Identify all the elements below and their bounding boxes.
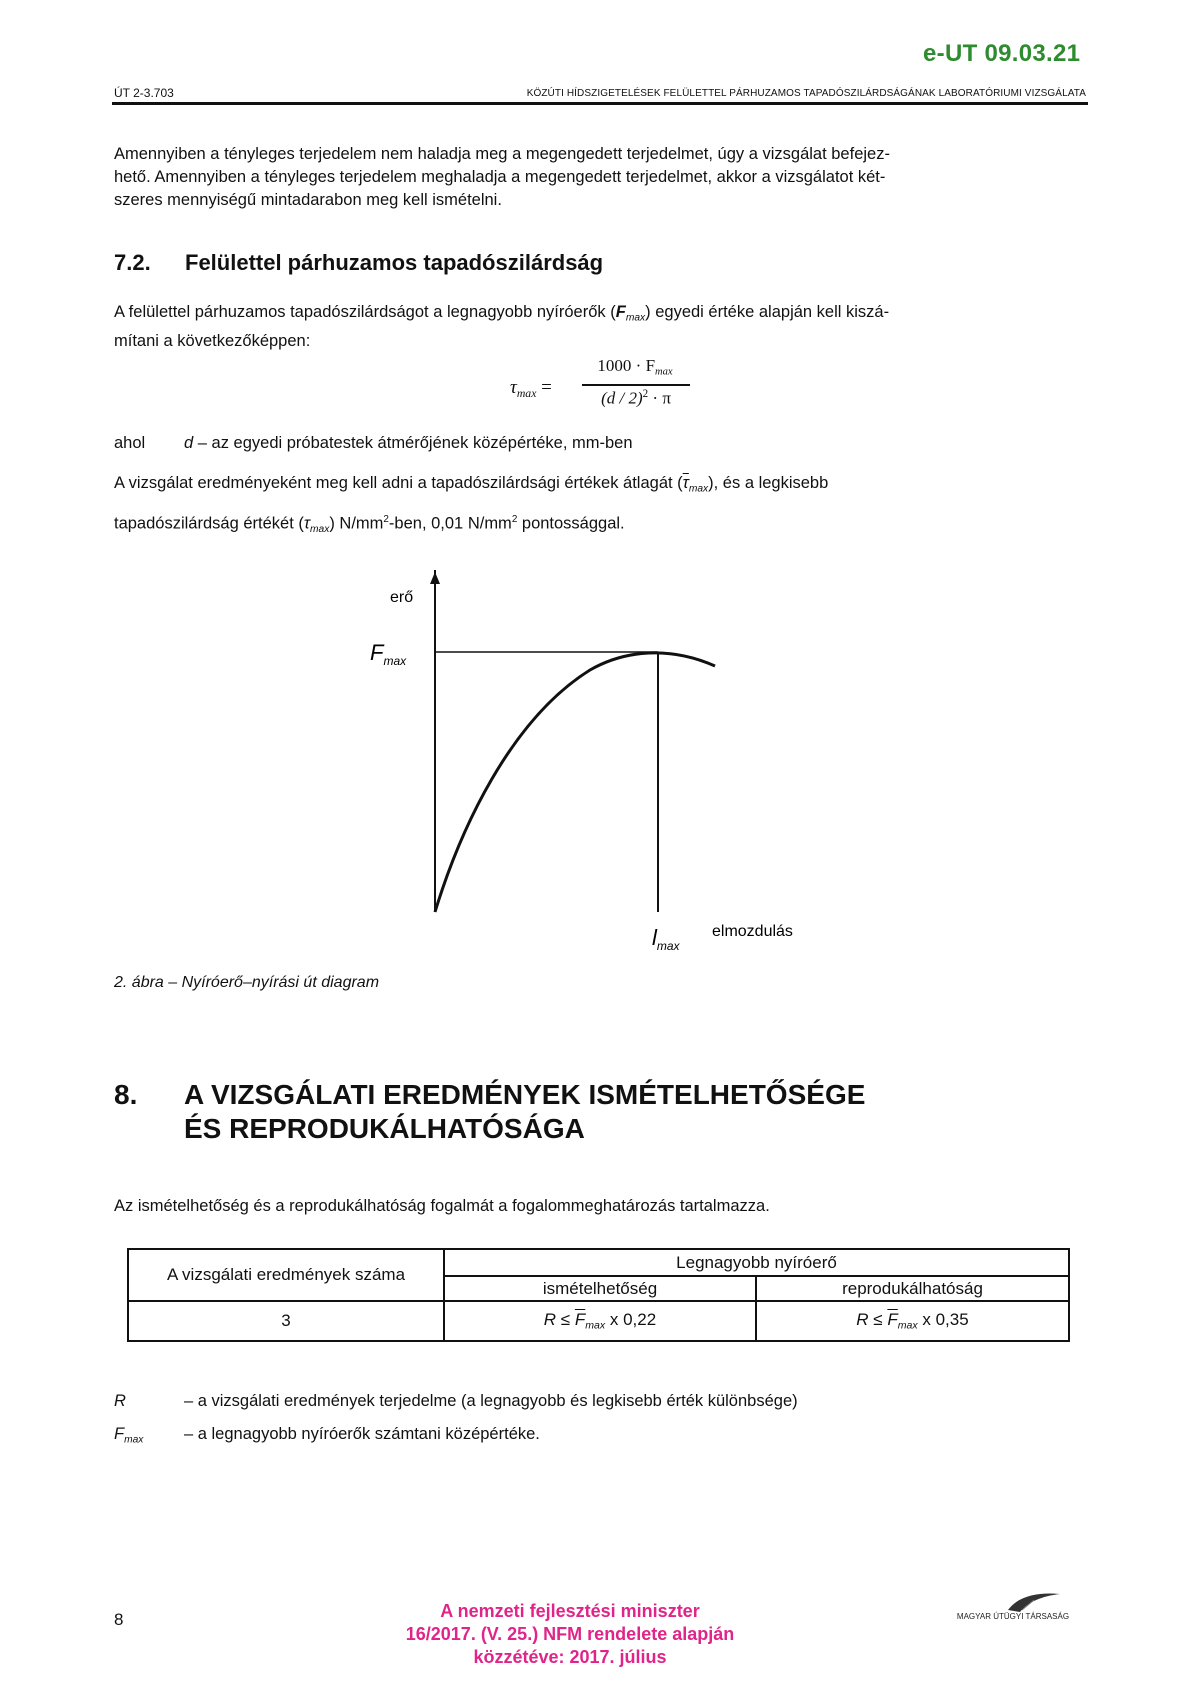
rep-value: x 0,22 (605, 1310, 657, 1330)
y-axis-arrow (430, 572, 440, 584)
p2-exp-1: 2 (383, 513, 389, 525)
col-reproducibility-header: reprodukálhatóság (756, 1276, 1069, 1301)
repro-symbol: $\overline{F}$ (887, 1310, 898, 1330)
section-7-2-paragraph-1 (114, 301, 1084, 353)
numerator-sub: max (655, 366, 673, 378)
results-table (127, 1248, 1070, 1342)
lmax-label: $l_{max}$ (652, 925, 680, 953)
denominator-text: (d / 2) (601, 388, 643, 408)
p1-symbol: F (615, 303, 626, 321)
section-8-title-line-2: ÉS REPRODUKÁLHATÓSÁGA (184, 1113, 585, 1144)
rep-prefix: R ≤ (543, 1310, 575, 1330)
p2-mean-tau-sub: max (688, 483, 709, 495)
x-axis-label: elmozdulás (712, 923, 793, 940)
intro-line-2: hető. Amennyiben a tényleges terjedelem meghaladja a megengedett terjedelmet, akkor a vizsgálatot két- (114, 168, 886, 186)
section-title: Felülettel párhuzamos tapadószilárdság (185, 250, 604, 275)
table-row (128, 1301, 1069, 1341)
intro-line-3: szeres mennyiségű mintadarabon meg kell ismételni. (114, 191, 502, 209)
section-8-title-line-1: A VIZSGÁLATI EREDMÉNYEK ISMÉTELHETŐSÉGE (184, 1079, 866, 1110)
denominator-exp: 2 (642, 388, 649, 400)
fmax-label: $F_{max}$ (370, 640, 407, 668)
repro-sub: max (897, 1319, 918, 1332)
legend-f-sub: max (124, 1434, 144, 1446)
cell-repeatability (444, 1301, 756, 1341)
p2-mean-tau: $\overline{\tau}$ (682, 474, 689, 492)
where-text: – az egyedi próbatestek átmérőjének középértéke, mm-ben (193, 434, 633, 452)
where-label: ahol (114, 434, 146, 452)
p2-line2-a: tapadószilárdság értékét ( (114, 514, 304, 533)
numerator-text: 1000 · F (597, 356, 656, 375)
cell-reproducibility (756, 1301, 1069, 1341)
formula-numerator (580, 356, 690, 378)
p2-tau-sub: max (310, 523, 330, 535)
logo-text: MAGYAR ÚTÜGYI TÁRSASÁG (956, 1612, 1070, 1621)
where-line (114, 432, 1084, 455)
p2-line2-c: -ben, 0,01 N/mm (388, 514, 512, 533)
legend-f-symbol: F (114, 1425, 125, 1443)
repro-value: x 0,35 (917, 1310, 969, 1330)
col-repeatability-header: ismételhetőség (444, 1276, 756, 1301)
col-count-header: A vizsgálati eredmények száma (128, 1249, 444, 1301)
p2-text-a: A vizsgálat eredményeként meg kell adni a tapadószilárdsági értékek átlagát ( (114, 474, 683, 492)
footer-publication-note (330, 1600, 810, 1669)
intro-paragraph (114, 143, 1084, 212)
p1-text-a: A felülettel párhuzamos tapadószilárdságot a legnagyobb nyíróerők ( (114, 303, 616, 321)
where-symbol: d (184, 434, 194, 452)
header-title: KÖZÚTI HÍDSZIGETELÉSEK FELÜLETTEL PÁRHUZAMOS TAPADÓSZILÁRDSÁGÁNAK LABORATÓRIUMI VIZSGÁLATA (526, 88, 1086, 99)
section-7-2-paragraph-2 (114, 468, 1084, 545)
y-axis-label: erő (390, 589, 414, 606)
formula-tau-sub: max (516, 387, 537, 401)
formula-tau: τ (510, 377, 517, 398)
footer-line-2: 16/2017. (V. 25.) NFM rendelete alapján (405, 1624, 735, 1644)
section-8-heading (114, 1078, 865, 1146)
formula-denominator (582, 388, 690, 409)
header-rule (112, 102, 1088, 105)
legend-r-symbol: R (114, 1392, 126, 1410)
legend-r-text: – a vizsgálati eredmények terjedelme (a legnagyobb és legkisebb érték különbsége) (184, 1392, 798, 1410)
section-8-number: 8. (114, 1079, 138, 1110)
fraction-bar (582, 384, 690, 386)
section-7-2-heading (114, 250, 603, 276)
formula-equals: = (541, 377, 552, 398)
section-8-paragraph: Az ismételhetőség és a reprodukálhatóság fogalmát a fogalommeghatározás tartalmazza. (114, 1197, 770, 1215)
legend-f-text: – a legnagyobb nyíróerők számtani középértéke. (184, 1425, 540, 1443)
footer-line-3: közzétéve: 2017. július (473, 1647, 667, 1667)
section-number: 7.2. (114, 250, 151, 275)
p1-symbol-sub: max (625, 312, 646, 324)
figure-caption: 2. ábra – Nyíróerő–nyírási út diagram (114, 974, 380, 991)
mut-logo (938, 1588, 1088, 1628)
legend-f (114, 1425, 540, 1446)
p1-text-b: ) egyedi értéke alapján kell kiszá- (645, 303, 890, 321)
p2-text-b: ), és a legkisebb (708, 474, 829, 492)
group-header: Legnagyobb nyíróerő (444, 1249, 1069, 1276)
standard-number: ÚT 2-3.703 (114, 86, 174, 100)
rep-sub: max (585, 1319, 606, 1332)
formula (510, 356, 690, 420)
formula-lhs (510, 377, 552, 401)
p2-exp-2: 2 (511, 513, 518, 525)
denominator-tail: · π (648, 388, 671, 408)
intro-line-1: Amennyiben a tényleges terjedelem nem haladja meg a megengedett terjedelmet, úgy a vizsgálat befejez- (114, 145, 890, 163)
p2-line2-b: ) N/mm (329, 514, 384, 533)
rep-symbol: $\overline{F}$ (574, 1310, 586, 1330)
p1-line-2: mítani a következőképpen: (114, 331, 311, 350)
document-code: e-UT 09.03.21 (923, 40, 1081, 67)
footer-line-1: A nemzeti fejlesztési miniszter (440, 1601, 700, 1621)
shear-force-diagram (340, 570, 793, 960)
page-number: 8 (114, 1610, 124, 1629)
cell-count: 3 (128, 1301, 444, 1341)
logo-swoosh-icon (938, 1588, 1088, 1628)
repro-prefix: R ≤ (856, 1310, 888, 1330)
p2-line2-d: pontossággal. (517, 514, 625, 533)
force-displacement-curve (435, 653, 715, 912)
p2-tau: τ (303, 514, 311, 533)
legend-r (114, 1392, 798, 1411)
